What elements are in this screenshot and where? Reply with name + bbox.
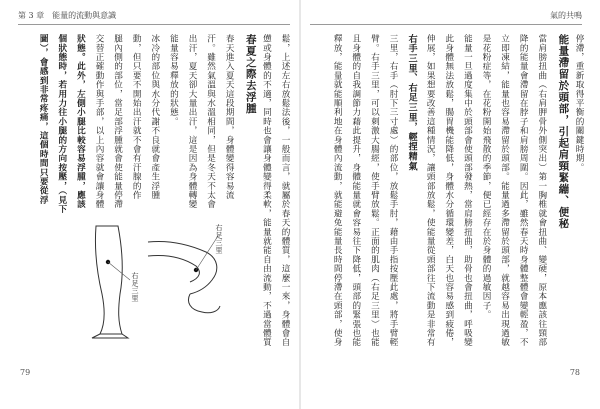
standing-leg-outline (95, 226, 122, 334)
left-running-header: 第 3 章 能量的流動與意識 (18, 11, 117, 20)
bent-foot-outline (189, 294, 221, 313)
left-page-column-7: 冰冷的部位與水分代謝不良就會產生浮腫 (149, 34, 160, 200)
left-page-column-3: 春天進入夏天這段期間，身體變得容易流 (224, 34, 235, 200)
right-page-column-10: 三里，右手（肘下三寸處）的部位，放鬆手肘，藉由手指按壓此處，將手臂輕 (388, 34, 398, 347)
right-page-column-6: 能量一旦過度集中於頭部會使頭部發熱，當肩膀扭曲，助骨也會扭曲，呼吸變 (462, 34, 473, 347)
left-page-column-13: 圖），會感到非常疼痛，這個時間只要從浮 (38, 34, 49, 205)
left-page-column-2: 春夏之際去浮腫 (244, 34, 257, 115)
left-page-column-6: 能量容易釋放的狀態。 (168, 34, 179, 126)
leader-line-2 (108, 262, 130, 280)
left-page-column-12: 個狀態時，若用力往小腿的方向按壓，（見下 (56, 34, 67, 214)
leg-acupoint-figure (78, 222, 238, 340)
figure-label-right-leg: 右足三里 (131, 272, 139, 302)
left-page-column-10: 交替正確動作與手部，以上內容就會讓身體 (94, 34, 104, 209)
page-gutter (299, 0, 301, 409)
right-page-column-7: 此身體無法放鬆，腸胃機能降低，身體水分循環變差，白天也容易感到疲倦， (443, 34, 454, 347)
left-page-column-5: 出汗，夏天卻大量出汗，這是因為身體轉變 (187, 34, 197, 209)
right-page-column-3: 降的能量會滯留在脖子和肩膀周圍。因此，雖然春天時身體整體會變輕盈，不 (518, 34, 529, 347)
left-page-column-11: 狀態。此外，左側小腿比較容易浮腫，應該 (75, 34, 86, 209)
bent-leg-inner-outline (148, 255, 199, 282)
left-page-column-8: 動，但只要不開始出汗就不會有汗腺的作 (131, 34, 142, 200)
right-page-column-2: 當肩膀扭曲（右肩胛骨外側突出）第一胸椎就會扭曲、變硬，原本應該往頸部 (536, 34, 547, 347)
right-page-column-13: 釋放，能量就能順利地在身體內流動，就能避免能量長時間停滯在頭部，使身 (332, 34, 343, 347)
left-header-rule (18, 24, 290, 25)
left-page-number: 79 (20, 368, 31, 377)
right-running-header: 氣的共鳴 (550, 11, 582, 20)
right-page-column-5: 是花粉症等，在花粉開始飛散的季節，便已經存在於身體的過敏因子。 (481, 34, 491, 320)
right-page-column-12: 且身體的自我調節力藉此提升，身體能量就會容易往下降低，頭部的緊張也能 (350, 34, 361, 347)
standing-foot-outline (92, 334, 128, 338)
figure-label-bent-leg: 右足三里 (215, 224, 223, 254)
left-page-column-1: 憊或身體的不適，同時也會讓身體變得柔軟，能量就能自由流動，不過當體質 (261, 34, 272, 347)
bent-leg-outline (148, 241, 217, 294)
right-page-column-4: 立即凍結，能量也容易滯留於頭部。能量過多滯留於頭部，就越容易出現過敏 (499, 34, 510, 347)
right-page-column-11: 臂。右手三里，可以刺激大腸經，使手臂放鬆。正面的肌肉（右足三里）也能 (369, 34, 380, 347)
right-page-column-0: 停滯，重新取得平衡的關鍵時期。 (574, 34, 584, 172)
left-page-column-4: 汗。雖然氣溫與水溫相同，但是冬天不太會 (205, 34, 216, 209)
right-page-column-8: 伸展，如果想要改善這種情況，讓頭部放鬆，使能量從頭部往下流動是非常有 (425, 34, 436, 347)
left-page-column-0: 鬆，上述左右放鬆法後，一般而言，就屬於春天的體質，這麼一來，身體會自 (280, 34, 290, 347)
left-page-column-9: 腿內側的部位，當足部浮腫就會使能量停滯 (112, 34, 123, 209)
right-page-column-9: 右手三里、右足三里，輕捏精氣 (406, 34, 417, 172)
right-page-column-1: 能量滯留於頭部，引起肩頸緊繃、便秘 (557, 34, 570, 230)
right-header-rule (310, 24, 582, 25)
right-page-number: 78 (569, 368, 580, 377)
